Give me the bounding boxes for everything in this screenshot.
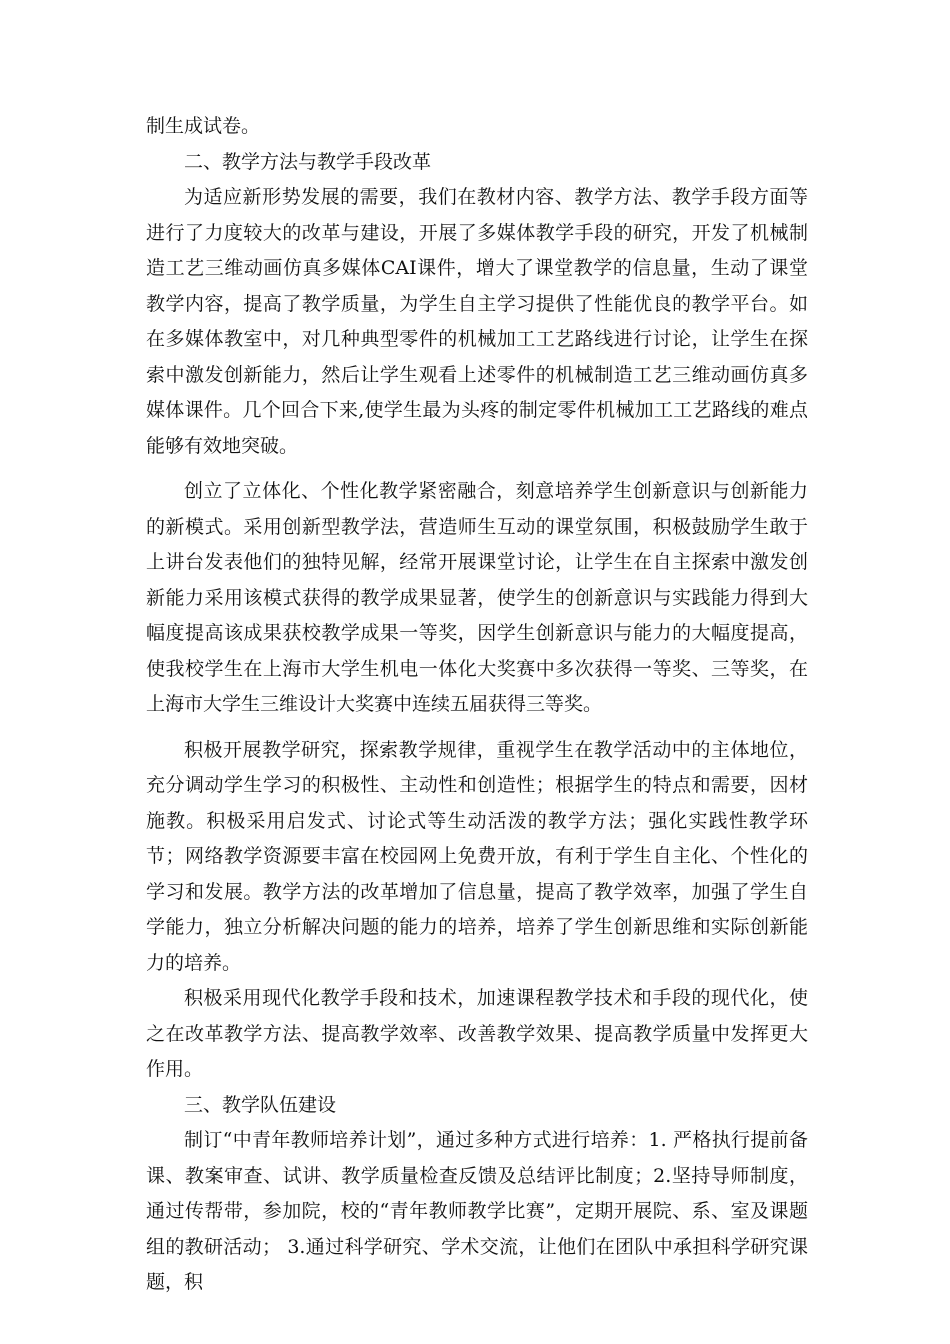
paragraph-innovation-model: 创立了立体化、个性化教学紧密融合，刻意培养学生创新意识与创新能力的新模式。采用创新型教学法，营造师生互动的课堂氛围，积极鼓励学生敢于上讲台发表他们的独特见解，经常开展课堂讨论，让学生在自主探索中激发创新能力采用该模式获得的教学成果显著，使学生的创新意识与实践能力得到大幅度提高该成果获校教学成果一等奖，因学生创新意识与能力的大幅度提高，使我校学生在上海市大学生机电一体化大奖赛中多次获得一等奖、三等奖，在上海市大学生三维设计大奖赛中连续五届获得三等奖。	[146, 480, 808, 715]
paragraph-multimedia-reform: 为适应新形势发展的需要，我们在教材内容、教学方法、教学手段方面等进行了力度较大的改革与建设，开展了多媒体教学手段的研究，开发了机械制造工艺三维动画仿真多媒体CAI课件，增大了课堂教学的信息量，生动了课堂教学内容，提高了教学质量，为学生自主学习提供了性能优良的教学平台。如在多媒体教室中，对几种典型零件的机械加工工艺路线进行讨论，让学生在探索中激发创新能力，然后让学生观看上述零件的机械制造工艺三维动画仿真多媒体课件。几个回合下来,使学生最为头疼的制定零件机械加工工艺路线的难点能够有效地突破。	[146, 186, 808, 457]
section-heading-teaching-methods: 二、教学方法与教学手段改革	[184, 150, 432, 173]
section-heading-faculty: 三、教学队伍建设	[184, 1093, 337, 1116]
paragraph-teacher-training: 制订“中青年教师培养计划”，通过多种方式进行培养：1. 严格执行提前备课、教案审查、试讲、教学质量检查反馈及总结评比制度；2.坚持导师制度，通过传帮带，参加院，校的“青年教师教学比赛”，定期开展院、系、室及课题组的教研活动； 3.通过科学研究、学术交流，让他们在团队中承担科学研究课题，积	[146, 1129, 808, 1293]
paragraph-teaching-research: 积极开展教学研究，探索教学规律，重视学生在教学活动中的主体地位，充分调动学生学习的积极性、主动性和创造性；根据学生的特点和需要，因材施教。积极采用启发式、讨论式等生动活泼的教学方法；强化实践性教学环节；网络教学资源要丰富在校园网上免费开放，有利于学生自主化、个性化的学习和发展。教学方法的改革增加了信息量，提高了教学效率，加强了学生自学能力，独立分析解决问题的能力的培养，培养了学生创新思维和实际创新能力的培养。	[146, 738, 808, 974]
paragraph-modern-technology: 积极采用现代化教学手段和技术，加速课程教学技术和手段的现代化，使之在改革教学方法、提高教学效率、改善教学效果、提高教学质量中发挥更大作用。	[146, 987, 808, 1080]
document-body	[146, 109, 808, 1301]
paragraph-continuation: 制生成试卷。	[146, 115, 261, 137]
